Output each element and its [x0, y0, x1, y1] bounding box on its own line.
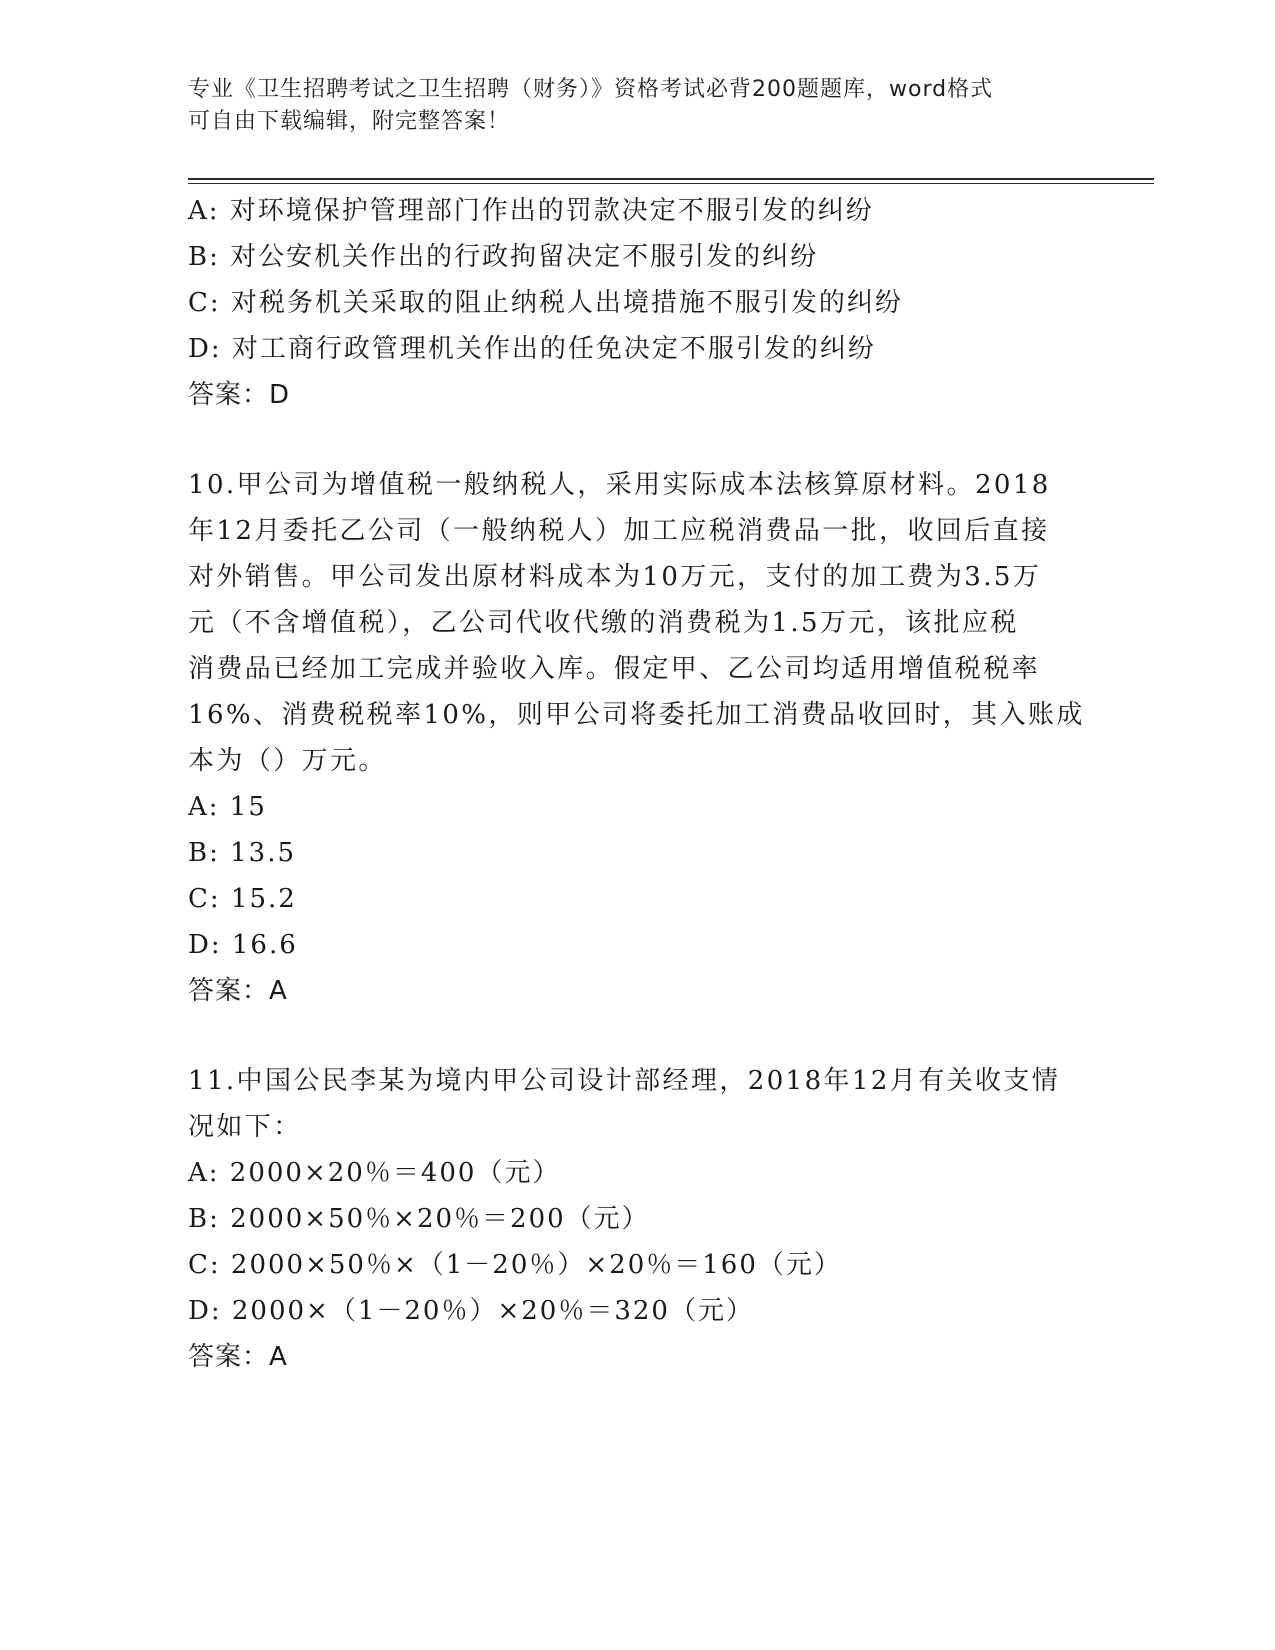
- option-a: A: 15: [188, 792, 267, 822]
- option-d: D: 对工商行政管理机关作出的任免决定不服引发的纠纷: [188, 334, 876, 364]
- question-stem-line: 本为（）万元。: [188, 746, 387, 776]
- question-stem-line: 元（不含增值税），乙公司代收代缴的消费税为1.5万元，该批应税: [188, 608, 1019, 638]
- header-divider-thick: [188, 178, 1154, 180]
- answer-label: 答案：A: [188, 1342, 288, 1372]
- question-stem-line: 年12月委托乙公司（一般纳税人）加工应税消费品一批，收回后直接: [188, 516, 1050, 546]
- option-a: A: 对环境保护管理部门作出的罚款决定不服引发的纠纷: [188, 196, 874, 226]
- question-11: [188, 1058, 1088, 1380]
- option-c: C: 对税务机关采取的阻止纳税人出境措施不服引发的纠纷: [188, 288, 903, 318]
- question-stem-line: 10.甲公司为增值税一般纳税人，采用实际成本法核算原材料。2018: [188, 470, 1051, 500]
- question-9: [188, 188, 1088, 418]
- question-stem-line: 16%、消费税税率10%，则甲公司将委托加工消费品收回时，其入账成: [188, 700, 1085, 730]
- question-stem-line: 消费品已经加工完成并验收入库。假定甲、乙公司均适用增值税税率: [188, 654, 1041, 684]
- option-d: D: 2000×（1－20％）×20％＝320（元）: [188, 1296, 754, 1326]
- question-stem-line: 况如下：: [188, 1112, 302, 1142]
- option-a: A: 2000×20％＝400（元）: [188, 1158, 561, 1188]
- answer-label: 答案：D: [188, 380, 291, 410]
- option-c: C: 2000×50％×（1－20％）×20％＝160（元）: [188, 1250, 842, 1280]
- option-b: B: 对公安机关作出的行政拘留决定不服引发的纠纷: [188, 242, 819, 272]
- header-line-1: 专业《卫生招聘考试之卫生招聘（财务）》资格考试必背200题题库，word格式: [188, 77, 994, 102]
- document-header: [188, 74, 1068, 138]
- option-d: D: 16.6: [188, 930, 298, 960]
- question-10: [188, 462, 1088, 1014]
- option-b: B: 13.5: [188, 838, 297, 868]
- question-content: [188, 188, 1088, 1380]
- option-b: B: 2000×50％×20％＝200（元）: [188, 1204, 650, 1234]
- option-c: C: 15.2: [188, 884, 297, 914]
- header-divider-thin: [188, 183, 1154, 184]
- question-stem-line: 11.中国公民李某为境内甲公司设计部经理，2018年12月有关收支情: [188, 1066, 1061, 1096]
- answer-label: 答案：A: [188, 976, 288, 1006]
- header-line-2: 可自由下载编辑，附完整答案！: [188, 109, 511, 134]
- question-stem-line: 对外销售。甲公司发出原材料成本为10万元，支付的加工费为3.5万: [188, 562, 1042, 592]
